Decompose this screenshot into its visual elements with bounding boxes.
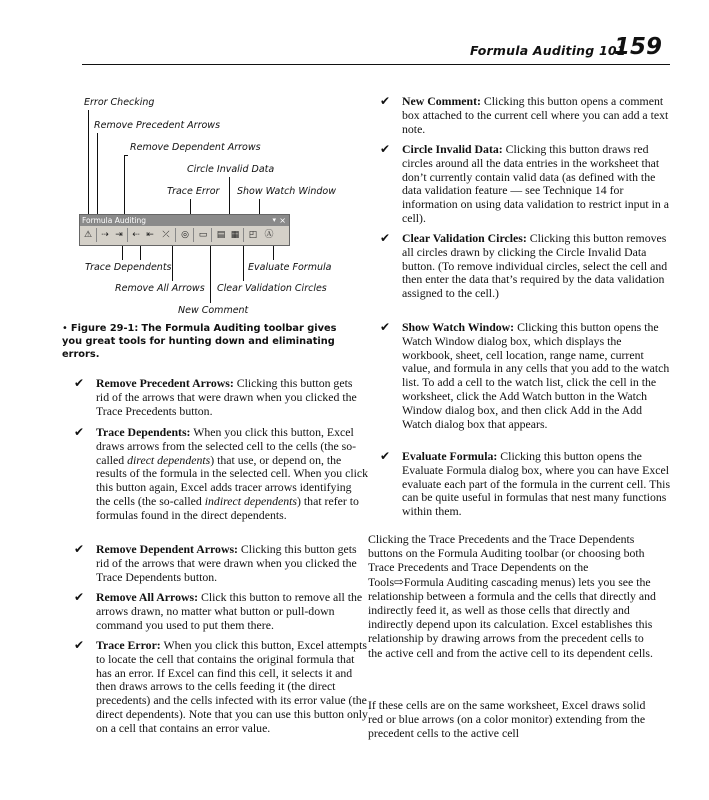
bullet-text: Clicking this button opens the Watch Window dialog box, which displays the workbook, sheet, cell location, range name, current value, and formula in any cells that you add to the watch list. To add a cell to the watch list, click the cell in the worksheet, click the Add Watch button in the Watch Window dialog box, and then click Add in the Add Watch dialog box that appears. — [402, 320, 670, 431]
bullet-remove-all-arrows — [74, 591, 368, 632]
error-checking-icon: ⚠ — [83, 230, 93, 240]
bullet-term: Evaluate Formula: — [402, 449, 498, 463]
checkmark-bullet-icon: ✔ — [380, 94, 391, 108]
remove-precedent-arrows-icon: ⇥ — [115, 230, 123, 240]
bullet-term: Remove Dependent Arrows: — [96, 542, 238, 556]
callout-remove-all-arrows: Remove All Arrows — [115, 283, 205, 294]
callout-error-checking: Error Checking — [84, 97, 155, 108]
toolbar-separator — [96, 228, 97, 242]
caption-text: The Formula Auditing toolbar gives you great tools for hunting down and eliminating errors. — [62, 323, 337, 360]
leader-evaluate-formula — [273, 244, 274, 260]
trace-precedents-icon: ⇢ — [101, 230, 109, 240]
toolbar-titlebar — [80, 215, 289, 226]
page-number: 159 — [614, 34, 663, 60]
checkmark-bullet-icon: ✔ — [74, 590, 85, 604]
callout-evaluate-formula: Evaluate Formula — [248, 262, 332, 273]
leader-remove-all — [172, 244, 173, 281]
toolbar-menu-icon: ▾ — [272, 216, 276, 224]
header-rule — [82, 64, 670, 65]
bullet-text: Clicking this button draws red circles around all the data entries in the worksheet that don’t currently contain valid data (as defined with the data validation feature — see Technique 14 for information on using data validation to restrict input in a cell). — [402, 142, 670, 225]
show-watch-window-icon: ◰ — [248, 230, 258, 240]
bullet-term: Clear Validation Circles: — [402, 231, 527, 245]
bullet-remove-precedent-arrows — [74, 377, 368, 418]
toolbar-title: Formula Auditing — [82, 216, 146, 225]
bullet-clear-validation-circles — [380, 232, 674, 301]
running-title: Formula Auditing 101 — [470, 43, 626, 58]
bullet-emphasis: indirect dependents — [204, 493, 298, 508]
bullet-text: ) that refer to formulas found in the direct dependents. — [96, 493, 359, 522]
formula-auditing-toolbar — [79, 214, 290, 246]
callout-new-comment: New Comment — [178, 305, 249, 316]
checkmark-bullet-icon: ✔ — [74, 542, 85, 556]
toolbar-separator — [193, 228, 194, 242]
leader-remove-dependent-tick — [124, 155, 128, 156]
bullet-emphasis: direct dependents — [127, 452, 211, 467]
close-icon: × — [279, 216, 286, 225]
bullet-trace-dependents — [74, 426, 368, 523]
bullet-term: Remove All Arrows: — [96, 590, 199, 604]
bullet-evaluate-formula — [380, 450, 674, 519]
checkmark-bullet-icon: ✔ — [74, 425, 85, 439]
circle-invalid-data-icon: ▤ — [216, 230, 226, 240]
bullet-text: When you click this button, Excel attempts to locate the cell that contains the original formula that has an error. If Excel can find this cell, it selects it and then draws arrows to the cells feeding it (the direct precedents) and the cells infected with its error value (the direct dependents). Note that you can use this button only on a cell that contains an error value. — [96, 638, 368, 735]
bullet-text: Click this button to remove all the arrows drawn, no matter what button or pull-down command you used to put them there. — [96, 590, 363, 632]
leader-trace-dependents — [122, 244, 123, 260]
body-paragraph: If these cells are on the same worksheet, Excel draws solid red or blue arrows (on a color monitor) extending from the precedent cells to the active cell — [368, 698, 646, 741]
clear-validation-circles-icon: ▦ — [230, 230, 240, 240]
callout-remove-dependent-arrows: Remove Dependent Arrows — [130, 142, 261, 153]
leader-error-checking — [88, 110, 89, 230]
callout-remove-precedent-arrows: Remove Precedent Arrows — [94, 120, 221, 131]
callout-show-watch-window: Show Watch Window — [237, 186, 337, 197]
bullet-term: Show Watch Window: — [402, 320, 515, 334]
caption-bullet-icon: • — [62, 323, 71, 334]
bullet-new-comment — [380, 95, 674, 136]
checkmark-bullet-icon: ✔ — [380, 231, 391, 245]
bullet-text: Clicking this button gets rid of the arrows that were drawn when you clicked the Trace Dependents button. — [96, 542, 357, 584]
bullet-term: Circle Invalid Data: — [402, 142, 503, 156]
bullet-term: Trace Error: — [96, 638, 161, 652]
bullet-circle-invalid-data — [380, 143, 674, 226]
checkmark-bullet-icon: ✔ — [380, 320, 391, 334]
bullet-remove-dependent-arrows — [74, 543, 368, 584]
bullet-text: Clicking this button opens the Evaluate Formula dialog box, where you can have Excel evaluate each part of the formula in the current cell. This can be quite useful in formulas that nest many functions within them. — [402, 449, 671, 519]
callout-circle-invalid-data: Circle Invalid Data — [187, 164, 275, 175]
toolbar-separator — [243, 228, 244, 242]
remove-dependent-arrows-icon: ⇤ — [146, 230, 154, 240]
toolbar-separator — [211, 228, 212, 242]
leader-clear-validation — [243, 244, 244, 281]
toolbar-separator — [175, 228, 176, 242]
bullet-text: When you click this button, Excel draws arrows from the selected cell to the cells (the so-called — [96, 425, 357, 467]
body-paragraph: Clicking the Trace Precedents and the Trace Dependents buttons on the Formula Auditing toolbar (or choosing both Trace Precedents and Trace Dependents on the Tools⇨Formula Auditing cascading menus) lets you see the relationship between a formula and the cells that directly and indirectly feed it, as well as those cells that directly and indirectly depend upon its calculation. Excel establishes this relationship by drawing arrows from the precedent cells to the active cell and from the active cell to its dependent cells. — [368, 532, 656, 660]
callout-trace-dependents: Trace Dependents — [85, 262, 172, 273]
toolbar-buttons — [80, 226, 289, 245]
leader-trace-dependents-b — [140, 244, 141, 260]
checkmark-bullet-icon: ✔ — [74, 638, 85, 652]
remove-all-arrows-icon: ⤫ — [162, 230, 170, 240]
new-comment-icon: ▭ — [198, 230, 208, 240]
bullet-text: ) that use, or depend on, the results of the formula in the selected cell. When you click this button again, Excel adds tracer arrows identifying the cells (the so-called — [96, 452, 369, 508]
caption-label: Figure 29-1: — [70, 323, 139, 334]
checkmark-bullet-icon: ✔ — [74, 376, 85, 390]
bullet-term: New Comment: — [402, 94, 481, 108]
trace-error-icon: ◎ — [181, 230, 189, 240]
bullet-text: Clicking this button gets rid of the arrows that were drawn when you clicked the Trace Precedents button. — [96, 376, 357, 418]
bullet-trace-error — [74, 639, 368, 736]
checkmark-bullet-icon: ✔ — [380, 449, 391, 463]
callout-trace-error: Trace Error — [167, 186, 220, 197]
bullet-term: Remove Precedent Arrows: — [96, 376, 234, 390]
bullet-text: Clicking this button removes all circles drawn by clicking the Circle Invalid Data button. (To remove individual circles, select the cell and then enter the data that’s required by the data validation assigned to the cell.) — [402, 231, 668, 301]
bullet-text: Clicking this button opens a comment box attached to the current cell where you can add a text note. — [402, 94, 669, 136]
figure-caption — [62, 322, 352, 361]
bullet-show-watch-window — [380, 321, 674, 431]
checkmark-bullet-icon: ✔ — [380, 142, 391, 156]
leader-new-comment — [210, 244, 211, 303]
trace-dependents-icon: ⇠ — [132, 230, 140, 240]
toolbar-separator — [127, 228, 128, 242]
bullet-term: Trace Dependents: — [96, 425, 191, 439]
evaluate-formula-icon: Ⓐ — [264, 230, 274, 240]
callout-clear-validation-circles: Clear Validation Circles — [217, 283, 327, 294]
